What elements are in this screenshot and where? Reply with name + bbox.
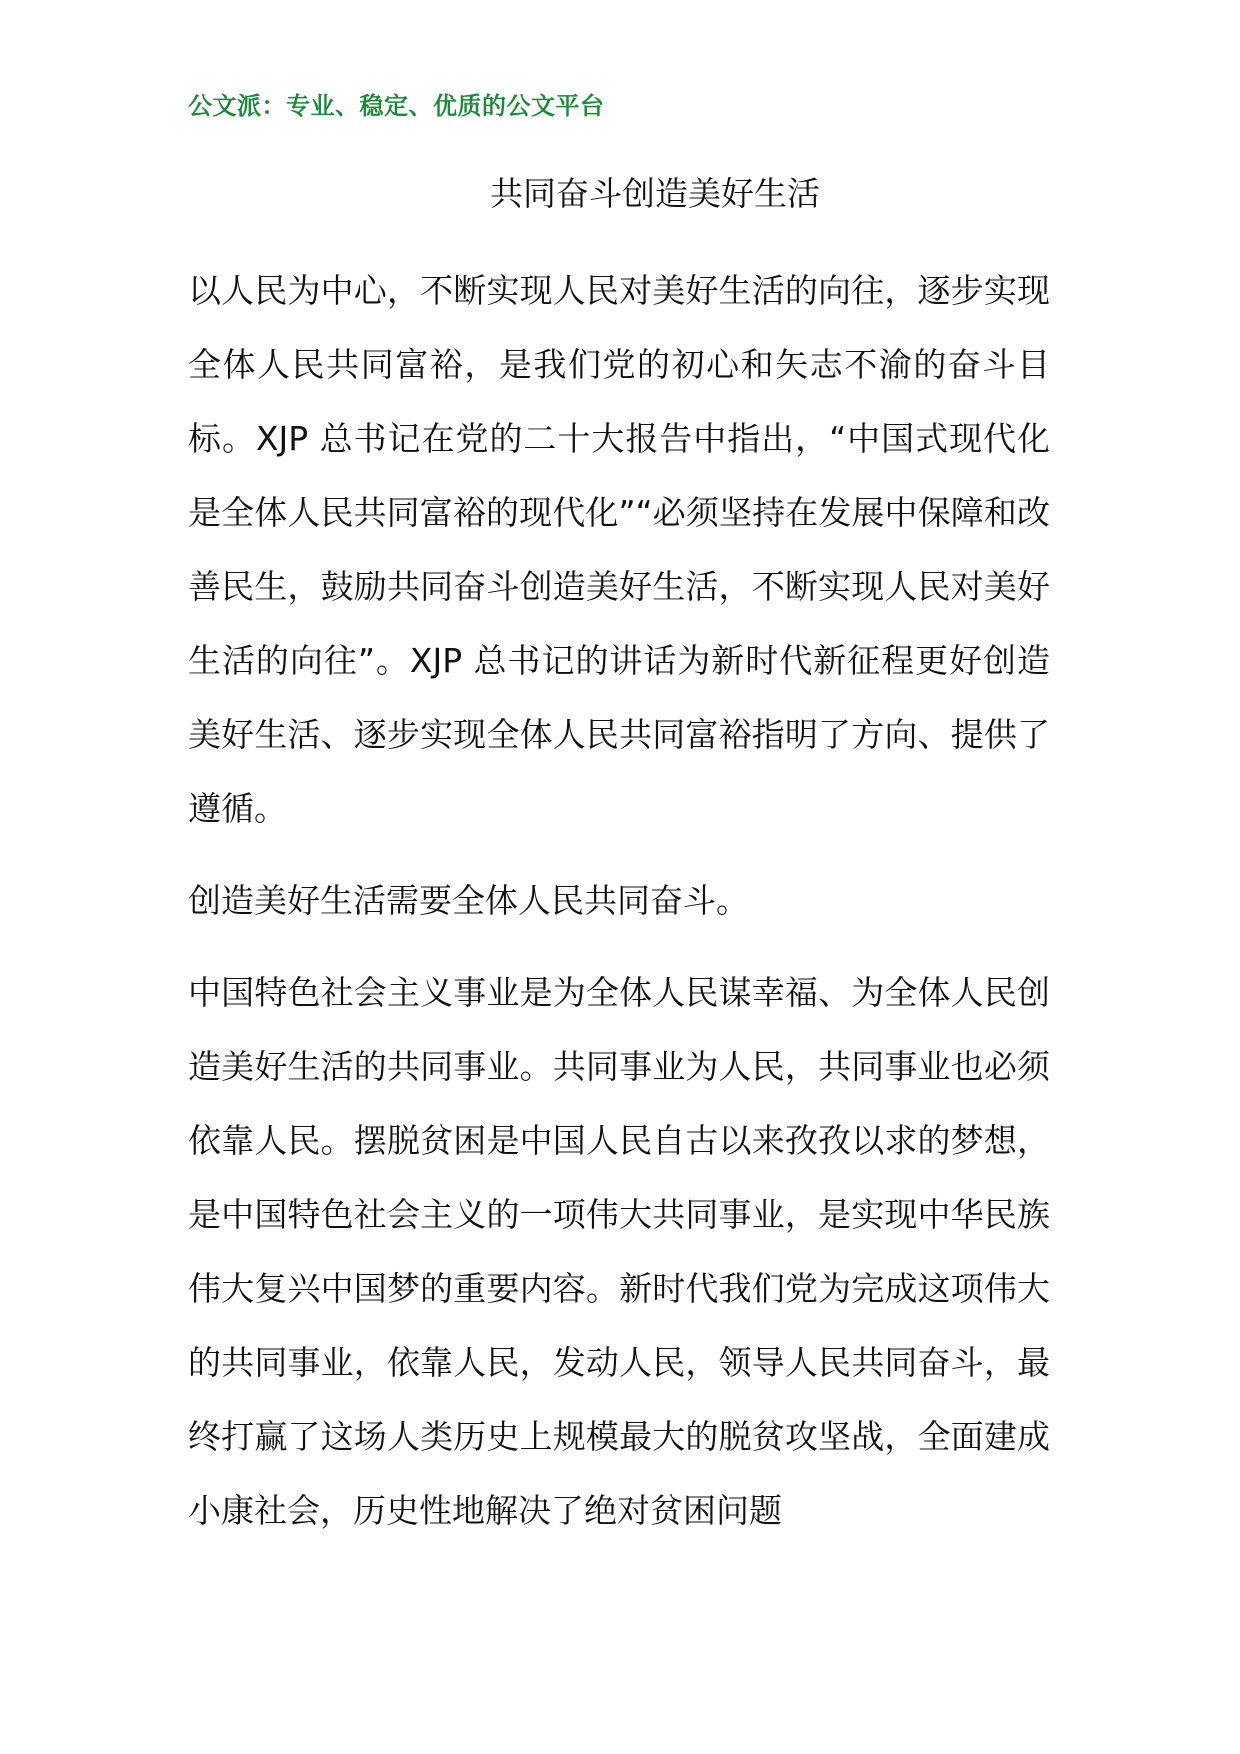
paragraph: 中国特色社会主义事业是为全体人民谋幸福、为全体人民创造美好生活的共同事业。共同事业为人民，共同事业也必须依靠人民。摆脱贫困是中国人民自古以来孜孜以求的梦想，是中国特色社会主义的一项伟大共同事业，是实现中华民族伟大复兴中国梦的重要内容。新时代我们党为完成这项伟大的共同事业，依靠人民，发动人民，领导人民共同奋斗，最终打赢了这场人类历史上规模最大的脱贫攻坚战，全面建成小康社会，历史性地解决了绝对贫困问题 bbox=[188, 973, 1050, 1530]
header-slogan: 公文派：专业、稳定、优质的公文平台 bbox=[188, 92, 605, 120]
document-body bbox=[188, 254, 1050, 1568]
paragraph: 创造美好生活需要全体人民共同奋斗。 bbox=[188, 881, 749, 920]
paragraph: 以人民为中心，不断实现人民对美好生活的向往，逐步实现全体人民共同富裕，是我们党的初心和矢志不渝的奋斗目标。XJP 总书记在党的二十大报告中指出，“中国式现代化是全体人民共同富裕的现代化”“必须坚持在发展中保障和改善民生，鼓励共同奋斗创造美好生活，不断实现人民对美好生活的向往”。XJP 总书记的讲话为新时代新征程更好创造美好生活、逐步实现全体人民共同富裕指明了方向、提供了遵循。 bbox=[188, 271, 1050, 828]
document-title: 共同奋斗创造美好生活 bbox=[490, 174, 820, 213]
